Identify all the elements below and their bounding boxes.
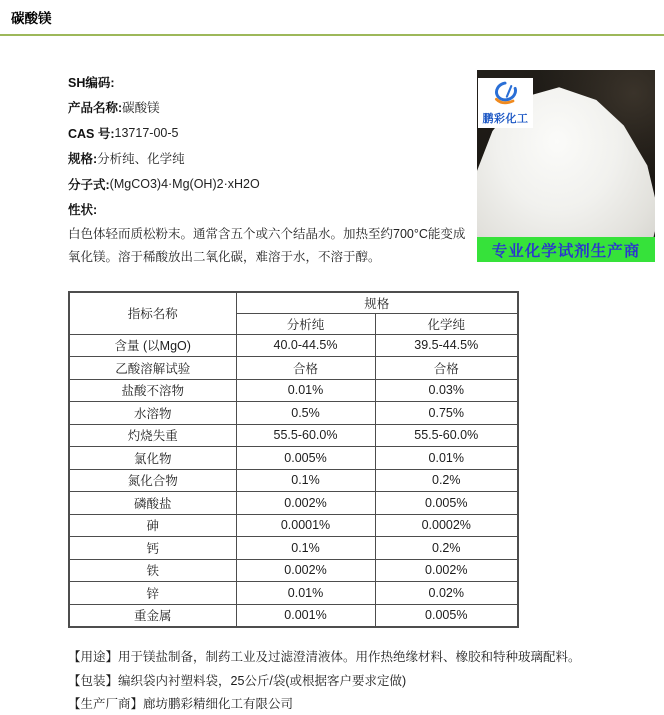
- photo-banner-text: 专业化学试剂生产商: [491, 242, 641, 260]
- photo-banner: [477, 237, 655, 262]
- indicator-cell: 乙酸溶解试验: [69, 357, 236, 380]
- analytical-value-cell: 40.0-44.5%: [236, 334, 375, 357]
- analytical-value-cell: 0.002%: [236, 559, 375, 582]
- spec-row: [69, 357, 518, 380]
- analytical-value-cell: 合格: [236, 357, 375, 380]
- chemical-value-cell: 0.2%: [375, 537, 518, 560]
- detail-label: SH编码:: [68, 75, 115, 90]
- analytical-value-cell: 0.01%: [236, 379, 375, 402]
- section-divider: [0, 34, 664, 36]
- chemical-value-cell: 0.75%: [375, 402, 518, 425]
- detail-row-properties-label: [68, 197, 474, 223]
- usage-note: 【用途】用于镁盐制备，制药工业及过滤澄清液体。用作热绝缘材料、橡胶和特种玻璃配料。: [68, 650, 581, 664]
- detail-label: 规格:: [68, 152, 98, 167]
- analytical-value-cell: 0.1%: [236, 537, 375, 560]
- chemical-value-cell: 0.02%: [375, 582, 518, 605]
- indicator-cell: 砷: [69, 514, 236, 537]
- footer-notes: [68, 646, 628, 715]
- analytical-value-cell: 0.001%: [236, 604, 375, 627]
- detail-value: 分析纯、化学纯: [97, 152, 185, 167]
- chemical-value-cell: 39.5-44.5%: [375, 334, 518, 357]
- chemical-value-cell: 0.0002%: [375, 514, 518, 537]
- table-header-row-1: [69, 292, 518, 313]
- indicator-cell: 含量 (以MgO): [69, 334, 236, 357]
- indicator-cell: 重金属: [69, 604, 236, 627]
- packaging-note: 【包装】编织袋内衬塑料袋，25公斤/袋(或根据客户要求定做): [68, 673, 407, 688]
- detail-row-sh-code: [68, 69, 474, 95]
- spec-row: [69, 514, 518, 537]
- product-details: [68, 69, 474, 269]
- table-header-analytical: 分析纯: [236, 313, 375, 334]
- indicator-cell: 磷酸盐: [69, 492, 236, 515]
- table-header-spec-group: 规格: [236, 292, 518, 313]
- spec-row: [69, 424, 518, 447]
- properties-label: 性状:: [68, 203, 98, 218]
- chemical-value-cell: 0.2%: [375, 469, 518, 492]
- detail-value: (MgCO3)4·Mg(OH)2·xH2O: [109, 176, 260, 191]
- chemical-value-cell: 0.005%: [375, 604, 518, 627]
- spec-row: [69, 559, 518, 582]
- analytical-value-cell: 55.5-60.0%: [236, 424, 375, 447]
- detail-value: 13717-00-5: [114, 125, 179, 140]
- spec-row: [69, 379, 518, 402]
- detail-label: CAS 号:: [68, 126, 115, 141]
- chemical-value-cell: 0.005%: [375, 492, 518, 515]
- spec-table: [68, 291, 519, 628]
- brand-swirl-icon: [488, 80, 524, 113]
- chemical-value-cell: 0.01%: [375, 447, 518, 470]
- detail-row-product-name: [68, 95, 474, 121]
- indicator-cell: 氮化合物: [69, 469, 236, 492]
- spec-row: [69, 447, 518, 470]
- spec-row: [69, 334, 518, 357]
- spec-row: [69, 604, 518, 627]
- spec-row: [69, 582, 518, 605]
- detail-label: 产品名称:: [68, 101, 123, 116]
- page-title: 碳酸镁: [11, 11, 52, 26]
- analytical-value-cell: 0.002%: [236, 492, 375, 515]
- table-header-chemical: 化学纯: [375, 313, 518, 334]
- indicator-cell: 钙: [69, 537, 236, 560]
- detail-value: 碳酸镁: [122, 101, 160, 116]
- indicator-cell: 灼烧失重: [69, 424, 236, 447]
- properties-text: 白色体轻而质松粉末。通常含五个或六个结晶水。加热至约700°C能变成氧化镁。溶于稀酸放出二氧化碳，难溶于水，不溶于醇。: [68, 227, 466, 264]
- spec-row: [69, 492, 518, 515]
- table-header-indicator: 指标名称: [69, 292, 236, 334]
- chemical-value-cell: 0.002%: [375, 559, 518, 582]
- indicator-cell: 铁: [69, 559, 236, 582]
- brand-logo-text: 鹏彩化工: [482, 113, 529, 125]
- analytical-value-cell: 0.01%: [236, 582, 375, 605]
- indicator-cell: 盐酸不溶物: [69, 379, 236, 402]
- chemical-value-cell: 55.5-60.0%: [375, 424, 518, 447]
- chemical-value-cell: 0.03%: [375, 379, 518, 402]
- indicator-cell: 水溶物: [69, 402, 236, 425]
- spec-row: [69, 402, 518, 425]
- indicator-cell: 锌: [69, 582, 236, 605]
- manufacturer-note: 【生产厂商】廊坊鹏彩精细化工有限公司: [68, 697, 294, 712]
- analytical-value-cell: 0.1%: [236, 469, 375, 492]
- detail-row-cas-number: [68, 120, 474, 146]
- detail-label: 分子式:: [68, 177, 110, 192]
- analytical-value-cell: 0.0001%: [236, 514, 375, 537]
- chemical-value-cell: 合格: [375, 357, 518, 380]
- detail-row-grade: [68, 146, 474, 172]
- detail-row-formula: [68, 171, 474, 197]
- spec-row: [69, 537, 518, 560]
- brand-logo-box: [478, 78, 533, 128]
- spec-row: [69, 469, 518, 492]
- indicator-cell: 氯化物: [69, 447, 236, 470]
- analytical-value-cell: 0.005%: [236, 447, 375, 470]
- product-photo: [477, 70, 655, 262]
- analytical-value-cell: 0.5%: [236, 402, 375, 425]
